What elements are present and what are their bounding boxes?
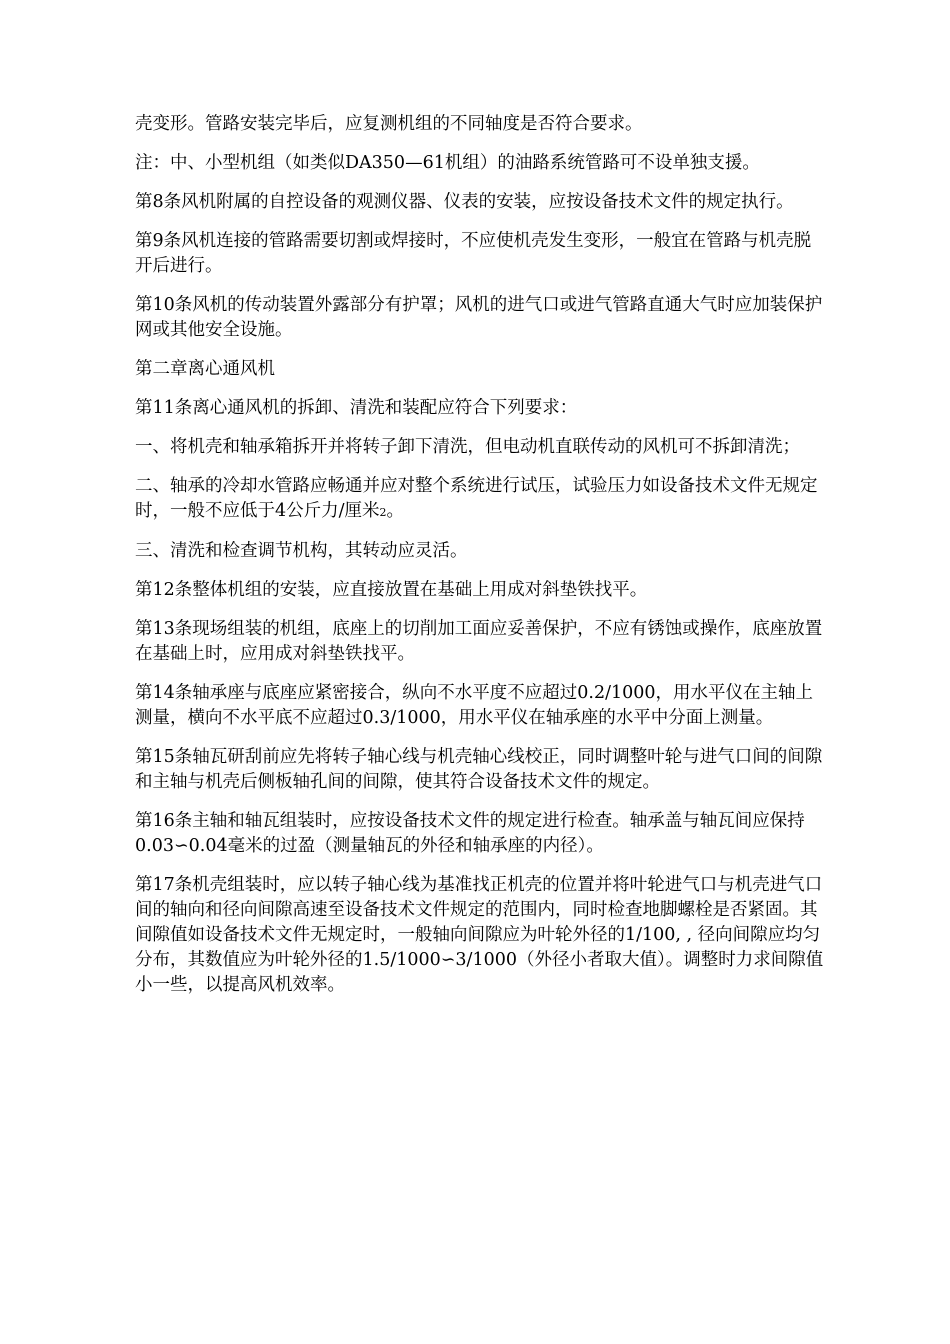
paragraph-article-10: 第10条风机的传动装置外露部分有护罩；风机的进气口或进气管路直通大气时应加装保护网或其他安全设施。 — [135, 295, 823, 340]
paragraph-item-3: 三、清洗和检查调节机构，其转动应灵活。 — [135, 541, 468, 561]
paragraph-article-8: 第8条风机附属的自控设备的观测仪器、仪表的安装，应按设备技术文件的规定执行。 — [135, 192, 794, 212]
paragraph-article-14: 第14条轴承座与底座应紧密接合，纵向不水平度不应超过0.2/1000，用水平仪在主轴上测量，横向不水平底不应超过0.3/1000，用水平仪在轴承座的水平中分面上测量。 — [135, 683, 814, 728]
paragraph-article-12: 第12条整体机组的安装，应直接放置在基础上用成对斜垫铁找平。 — [135, 580, 648, 600]
paragraph-article-16: 第16条主轴和轴瓦组装时，应按设备技术文件的规定进行检查。轴承盖与轴瓦间应保持0.03∽0.04毫米的过盈（测量轴瓦的外径和轴承座的内径）。 — [135, 811, 805, 856]
paragraph-note-small-units: 注：中、小型机组（如类似DA350—61机组）的油路系统管路可不设单独支援。 — [135, 153, 760, 173]
paragraph-article-9: 第9条风机连接的管路需要切割或焊接时，不应使机壳发生变形，一般宜在管路与机壳脱开后进行。 — [135, 231, 812, 276]
item-2-tail: 。 — [386, 501, 405, 521]
paragraph-item-2 — [135, 474, 825, 525]
item-2-unit-exponent: 2 — [379, 506, 387, 519]
paragraph-article-15: 第15条轴瓦研刮前应先将转子轴心线与机壳轴心线校正，同时调整叶轮与进气口间的间隙和主轴与机壳后侧板轴孔间的间隙，使其符合设备技术文件的规定。 — [135, 747, 823, 792]
paragraph-article-11: 第11条离心通风机的拆卸、清洗和装配应符合下列要求： — [135, 398, 578, 418]
chapter-heading: 第二章离心通风机 — [135, 359, 275, 379]
paragraph-item-1: 一、将机壳和轴承箱拆开并将转子卸下清洗，但电动机直联传动的风机可不拆卸清洗； — [135, 437, 800, 457]
paragraph-casing-deformation: 壳变形。管路安装完毕后，应复测机组的不同轴度是否符合要求。 — [135, 114, 643, 134]
item-2-text: 二、轴承的冷却水管路应畅通并应对整个系统进行试压，试验压力如设备技术文件无规定时，一般不应低于4公斤力/厘米 — [135, 476, 818, 521]
document-body — [135, 112, 825, 998]
paragraph-article-17: 第17条机壳组装时，应以转子轴心线为基准找正机壳的位置并将叶轮进气口与机壳进气口间的轴向和径向间隙高速至设备技术文件规定的范围内，同时检查地脚螺栓是否紧固。其间隙值如设备技术文件无规定时，一般轴向间隙应为叶轮外径的1/100, , 径向间隙应均匀分布，其数值应为叶轮外径的1.5/1000∽3/1000（外径小者取大值）。调整时力求间隙值小一些，以提高风机效率。 — [135, 875, 824, 995]
paragraph-article-13: 第13条现场组装的机组，底座上的切削加工面应妥善保护，不应有锈蚀或操作，底座放置在基础上时，应用成对斜垫铁找平。 — [135, 619, 823, 664]
